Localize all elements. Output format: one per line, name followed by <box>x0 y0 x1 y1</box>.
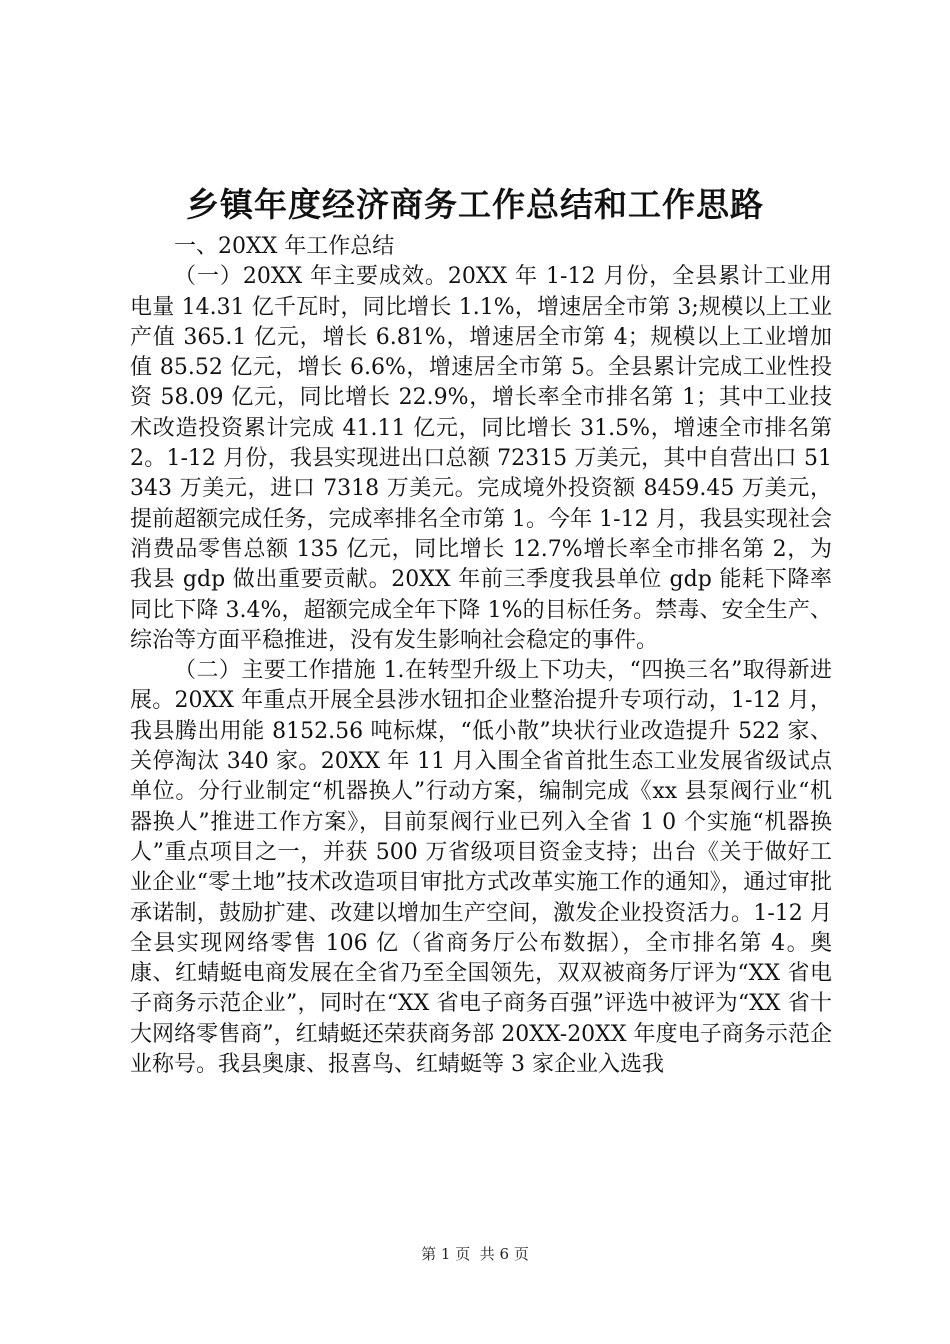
section-heading: 一、20XX 年工作总结 <box>174 234 395 259</box>
document-title: 乡镇年度经济商务工作总结和工作思路 <box>186 185 764 224</box>
page-number: 第 1 页 共 6 页 <box>421 1245 529 1263</box>
paragraph-achievements: （一）20XX 年主要成效。20XX 年 1-12 月份，全县累计工业用电量 14.31 亿千瓦时，同比增长 1.1%，增速居全市第 3;规模以上工业产值 365.1 亿元，增长 6.81%，增速居全市第 4；规模以上工业增加值 85.52 亿元，增长 6.6%，增速居全市第 5。全县累计完成工业性投资 58.09 亿元，同比增长 22.9%，增长率全市排名第 1；其中工业技术改造投资累计完成 41.11 亿元，同比增长 31.5%，增速全市排名第 2。1-12 月份，我县实现进出口总额 72315 万美元，其中自营出口 51343 万美元，进口 7318 万美元。完成境外投资额 8459.45 万美元，提前超额完成任务，完成率排名全市第 1。今年 1-12 月，我县实现社会消费品零售总额 135 亿元，同比增长 12.7%增长率全市排名第 2，为我县 gdp 做出重要贡献。20XX 年前三季度我县单位 gdp 能耗下降率同比下降 3.4%，超额完成全年下降 1%的目标任务。禁毒、安全生产、综治等方面平稳推进，没有发生影响社会稳定的事件。 <box>130 264 832 653</box>
paragraph-measures: （二）主要工作措施 1.在转型升级上下功夫，“四换三名”取得新进展。20XX 年重点开展全县涉水钮扣企业整治提升专项行动，1-12 月，我县腾出用能 8152.56 吨标煤，“低小散”块状行业改造提升 522 家、关停淘汰 340 家。20XX 年 11 月入围全省首批生态工业发展省级试点单位。分行业制定“机器换人”行动方案，编制完成《xx 县泵阀行业“机器换人”推进工作方案》，目前泵阀行业已列入全省 1 0 个实施“机器换人”重点项目之一，并获 500 万省级项目资金支持；出台《关于做好工业企业“零土地”技术改造项目审批方式改革实施工作的通知》，通过审批承诺制，鼓励扩建、改建以增加生产空间，激发企业投资活力。1-12 月全县实现网络零售 106 亿（省商务厅公布数据），全市排名第 4。奥康、红蜻蜓电商发展在全省乃至全国领先，双双被商务厅评为“XX 省电子商务示范企业”，同时在“XX 省电子商务百强”评选中被评为“XX 省十大网络零售商”，红蜻蜓还荣获商务部 20XX-20XX 年度电子商务示范企业称号。我县奥康、报喜鸟、红蜻蜓等 3 家企业入选我 <box>130 658 832 1078</box>
document-body <box>130 232 832 1080</box>
page-footer <box>0 1244 950 1264</box>
